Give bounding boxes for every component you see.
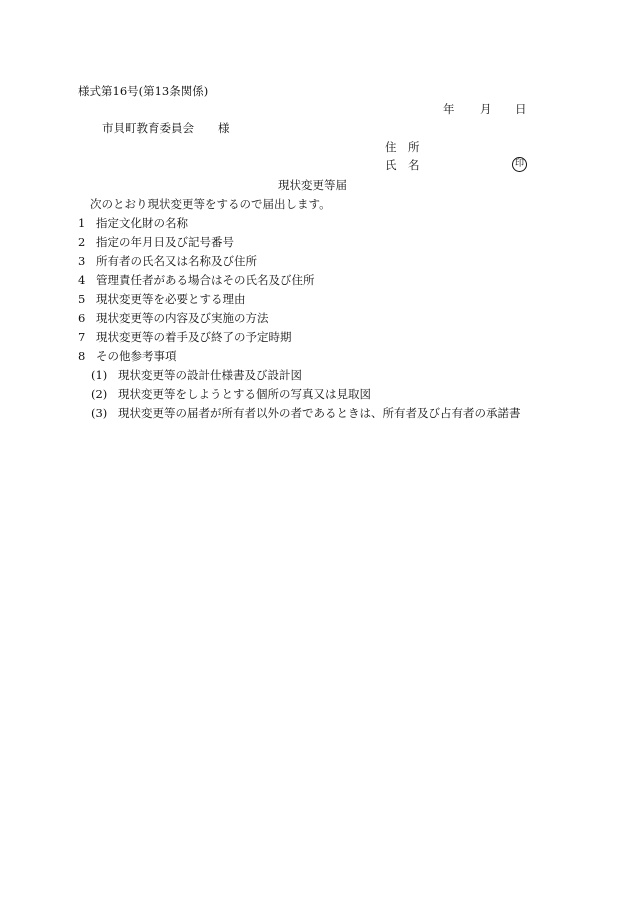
sub-item-text: 現状変更等をしようとする個所の写真又は見取図: [118, 387, 371, 401]
addressee-honorific: 様: [218, 121, 230, 135]
address-label-1: 住: [385, 140, 397, 154]
sub-item-number: (3): [91, 406, 108, 420]
list-item-number: 6: [78, 311, 86, 325]
list-item-number: 4: [78, 273, 86, 287]
date-month-label: 月: [480, 102, 492, 116]
list-item-text: 所有者の氏名又は名称及び住所: [96, 254, 257, 268]
sub-item-text: 現状変更等の設計仕様書及び設計図: [118, 368, 302, 382]
name-label-1: 氏: [385, 158, 397, 172]
list-item-text: 指定文化財の名称: [96, 216, 188, 230]
seal-mark: 印: [512, 157, 527, 172]
form-id: 様式第16号(第13条関係): [78, 84, 209, 98]
document-title: 現状変更等届: [278, 178, 347, 192]
addressee-name: 市貝町教育委員会: [102, 121, 194, 135]
sub-item-number: (1): [91, 368, 108, 382]
name-label-2: 名: [408, 158, 420, 172]
list-item-number: 5: [78, 292, 86, 306]
date-year-label: 年: [443, 102, 455, 116]
sub-item-number: (2): [91, 387, 108, 401]
list-item-text: 現状変更等の内容及び実施の方法: [96, 311, 269, 325]
list-item-text: 現状変更等を必要とする理由: [96, 292, 246, 306]
list-item-number: 7: [78, 330, 86, 344]
list-item-text: 管理責任者がある場合はその氏名及び住所: [96, 273, 315, 287]
date-day-label: 日: [515, 102, 527, 116]
list-item-text: その他参考事項: [96, 349, 177, 363]
intro-text: 次のとおり現状変更等をするので届出します。: [90, 197, 331, 211]
list-item-number: 1: [78, 216, 86, 230]
list-item-text: 指定の年月日及び記号番号: [96, 235, 234, 249]
list-item-number: 3: [78, 254, 86, 268]
list-item-number: 2: [78, 235, 86, 249]
address-label-2: 所: [408, 140, 420, 154]
sub-item-text: 現状変更等の届者が所有者以外の者であるときは、所有者及び占有者の承諾書: [118, 406, 521, 420]
list-item-text: 現状変更等の着手及び終了の予定時期: [96, 330, 292, 344]
list-item-number: 8: [78, 349, 86, 363]
